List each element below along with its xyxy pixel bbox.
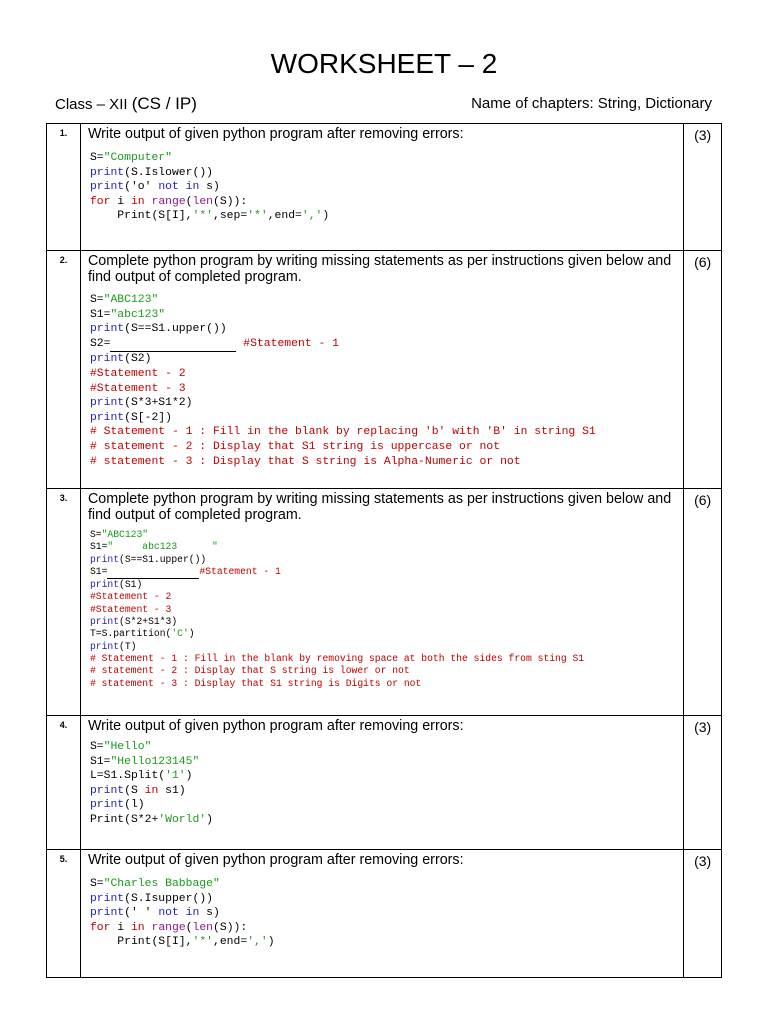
worksheet-title: WORKSHEET – 2 (270, 48, 498, 79)
question-text: Write output of given python program after removing errors: (87, 852, 464, 868)
code-block-q2: S="ABC123" S1="abc123" print(S==S1.upper()) S2= #Statement - 1 print(S2) #Statement - 2 #Statement - 3 print(S*3+S1*2) print(S[-2]) # Statement - 1 : Fill in the blank by replacing 'b' with 'B' in string S1 # statement - 2 : Display that S1 string is uppercase or not # statement - 3 : Display that S string is Alpha-Numeric or not (89, 294, 596, 468)
question-row-4 (47, 716, 722, 850)
question-row-3 (47, 489, 722, 716)
question-marks: (6) (684, 251, 722, 489)
question-cell (80, 124, 683, 251)
question-marks: (3) (684, 124, 722, 251)
question-number: 5. (47, 850, 81, 978)
code-block-q5: S="Charles Babbage" print(S.Isupper()) print(' ' not in s) for i in range(len(S)): Print(S[I],'*',end=',') (89, 878, 275, 949)
chapters-label: Name of chapters: String, Dictionary (471, 95, 712, 112)
question-number: 4. (47, 716, 81, 850)
question-marks: (3) (684, 716, 722, 850)
question-number: 1. (47, 124, 81, 251)
question-cell (80, 850, 683, 978)
question-row-2 (47, 251, 722, 489)
question-number: 3. (47, 489, 81, 716)
question-number: 2. (47, 251, 81, 489)
code-block-q3: S="ABC123" S1=" abc123 " print(S==S1.upper()) S1= #Statement - 1 print(S1) #Statement - 2 #Statement - 3 print(S*2+S1*3) T=S.partition('C') print(T) # Statement - 1 : Fill in the blank by removing space at both the sides from sting S1 # statement - 2 : Display that S string is lower or not # statement - 3 : Display that S1 string is Digits or not (89, 529, 585, 689)
question-marks: (3) (684, 850, 722, 978)
question-row-1 (47, 124, 722, 251)
question-text: Write output of given python program after removing errors: (87, 718, 464, 734)
code-block-q1: S="Computer" print(S.Islower()) print('o' not in s) for i in range(len(S)): Print(S[I],'*',sep='*',end=',') (89, 152, 330, 223)
question-cell (80, 251, 683, 489)
question-text: Complete python program by writing missing statements as per instructions given below and find output of completed program. (87, 491, 672, 523)
question-cell (80, 489, 683, 716)
question-text: Write output of given python program after removing errors: (87, 126, 464, 142)
code-block-q4: S="Hello" S1="Hello123145" L=S1.Split('1') print(S in s1) print(l) Print(S*2+'World') (89, 741, 213, 826)
question-text: Complete python program by writing missing statements as per instructions given below and find output of completed program. (87, 253, 672, 285)
class-text: Class – XII (55, 96, 128, 113)
class-label (55, 94, 197, 114)
worksheet-table (46, 123, 722, 978)
class-value: (CS / IP) (131, 94, 197, 113)
question-row-5 (47, 850, 722, 978)
question-marks: (6) (684, 489, 722, 716)
question-cell (80, 716, 683, 850)
